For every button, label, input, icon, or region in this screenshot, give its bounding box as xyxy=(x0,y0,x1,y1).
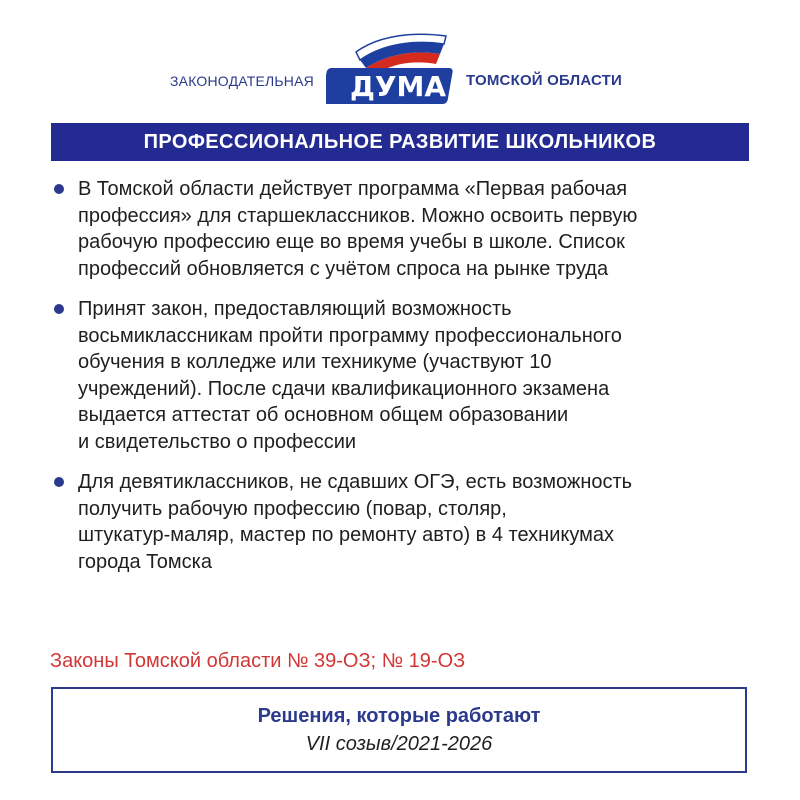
logo-text: ДУМА xyxy=(349,70,447,103)
footer-title: Решения, которые работают xyxy=(257,705,541,727)
header xyxy=(0,30,800,125)
bullet-dot-icon xyxy=(54,304,64,314)
bullet-text: Принят закон, предоставляющий возможность восьмиклассникам пройти программу профессионального обучения в колледже или техникуме (участвуют 10 учреждений). После сдачи квалификационного экзамена выдается аттестат об основном общем образовании и свидетельство о профессии xyxy=(78,298,622,453)
footer-box xyxy=(51,687,747,773)
header-right-text: ТОМСКОЙ ОБЛАСТИ xyxy=(466,72,623,89)
bullet-list xyxy=(50,176,760,575)
header-left-text: ЗАКОНОДАТЕЛЬНАЯ xyxy=(170,73,314,89)
bullet-text: Для девятиклассников, не сдавших ОГЭ, есть возможность получить рабочую профессию (повар, столяр, штукатур-маляр, мастер по ремонту авто) в 4 техникумах города Томска xyxy=(78,471,633,573)
list-item xyxy=(50,176,760,282)
list-item xyxy=(50,296,760,455)
footer-subtitle: VII созыв/2021-2026 xyxy=(305,733,493,755)
laws-reference: Законы Томской области № 39-ОЗ; № 19-ОЗ xyxy=(50,650,466,672)
bullet-dot-icon xyxy=(54,184,64,194)
list-item xyxy=(50,469,760,575)
bullet-text: В Томской области действует программа «Первая рабочая профессия» для старшеклассников. Можно освоить первую рабочую профессию еще во время учебы в школе. Список профессий обновляется с учётом спроса на рынке труда xyxy=(78,178,638,280)
duma-logo-icon xyxy=(326,30,466,110)
section-banner xyxy=(51,123,749,161)
banner-title: ПРОФЕССИОНАЛЬНОЕ РАЗВИТИЕ ШКОЛЬНИКОВ xyxy=(143,130,657,153)
bullet-dot-icon xyxy=(54,477,64,487)
